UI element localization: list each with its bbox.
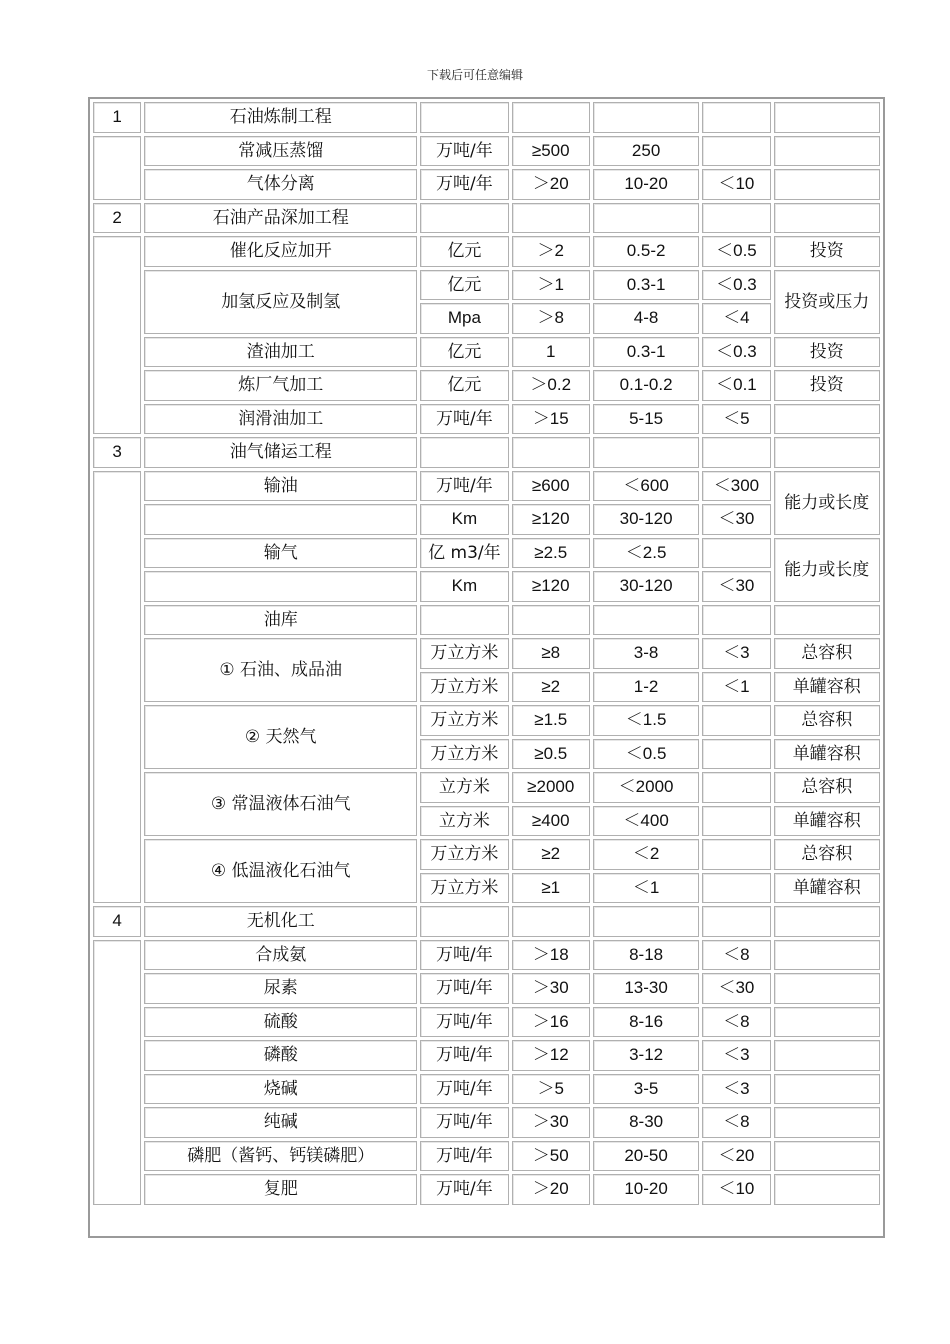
unit-cell: 万吨/年 [420,1107,508,1138]
small-value [702,705,770,736]
table-row [93,1040,880,1071]
table-row [93,605,880,636]
medium-value: 0.3-1 [593,337,699,368]
item-name: ① 石油、成品油 [144,638,417,702]
item-name: 输气 [144,538,417,569]
large-value: ≥2.5 [512,538,590,569]
item-name: ② 天然气 [144,705,417,769]
large-value: ≥1.5 [512,705,590,736]
item-name: 气体分离 [144,169,417,200]
unit-cell: 万吨/年 [420,169,508,200]
remark-cell [774,940,880,971]
small-value: ＜8 [702,940,770,971]
remark-cell: 投资 [774,337,880,368]
item-name: 炼厂气加工 [144,370,417,401]
unit-cell: 万吨/年 [420,1141,508,1172]
unit-cell [420,203,508,234]
medium-value: 10-20 [593,1174,699,1205]
medium-value [593,605,699,636]
table-row [93,973,880,1004]
item-name: 纯碱 [144,1107,417,1138]
small-value: ＜30 [702,571,770,602]
unit-cell: Km [420,571,508,602]
remark-cell: 总容积 [774,705,880,736]
unit-cell: 立方米 [420,772,508,803]
medium-value: 5-15 [593,404,699,435]
small-value: ＜0.3 [702,270,770,301]
table-row [93,404,880,435]
medium-value [593,102,699,133]
table-row [93,940,880,971]
large-value [512,437,590,468]
large-value: ＞20 [512,169,590,200]
unit-cell [420,906,508,937]
unit-cell: 亿元 [420,370,508,401]
remark-cell: 单罐容积 [774,672,880,703]
medium-value: ＜2000 [593,772,699,803]
medium-value: 13-30 [593,973,699,1004]
unit-cell: 万立方米 [420,739,508,770]
large-value: ＞50 [512,1141,590,1172]
large-value: ≥120 [512,504,590,535]
item-name [144,504,417,535]
small-value: ＜5 [702,404,770,435]
item-name: 油气储运工程 [144,437,417,468]
remark-cell [774,1174,880,1205]
medium-value: 0.3-1 [593,270,699,301]
item-name: 烧碱 [144,1074,417,1105]
remark-cell [774,169,880,200]
medium-value: 8-18 [593,940,699,971]
page-header-note: 下载后可任意编辑 [426,68,523,82]
table-row [93,370,880,401]
medium-value: 3-12 [593,1040,699,1071]
item-name: ③ 常温液体石油气 [144,772,417,836]
item-name: 复肥 [144,1174,417,1205]
table-row [93,437,880,468]
category-index: 3 [93,437,141,468]
remark-cell: 总容积 [774,772,880,803]
unit-cell: 万吨/年 [420,1174,508,1205]
unit-cell: 万吨/年 [420,136,508,167]
item-name: 输油 [144,471,417,502]
unit-cell: 万立方米 [420,672,508,703]
unit-cell [420,605,508,636]
item-name: 油库 [144,605,417,636]
unit-cell: Km [420,504,508,535]
small-value [702,136,770,167]
large-value: ≥8 [512,638,590,669]
medium-value: ＜1.5 [593,705,699,736]
medium-value: 250 [593,136,699,167]
large-value: ≥2000 [512,772,590,803]
table-row [93,571,880,602]
small-value: ＜10 [702,1174,770,1205]
category-index: 2 [93,203,141,234]
item-name: 常减压蒸馏 [144,136,417,167]
table-row [93,906,880,937]
large-value [512,102,590,133]
large-value: ≥0.5 [512,739,590,770]
large-value: ＞12 [512,1040,590,1071]
remark-cell: 能力或长度 [774,538,880,602]
large-value: ＞0.2 [512,370,590,401]
remark-cell: 单罐容积 [774,739,880,770]
large-value: ≥1 [512,873,590,904]
medium-value: 30-120 [593,571,699,602]
small-value [702,806,770,837]
remark-cell [774,1040,880,1071]
medium-value: 8-30 [593,1107,699,1138]
table-row [93,1141,880,1172]
remark-cell [774,203,880,234]
small-value [702,873,770,904]
large-value: ≥400 [512,806,590,837]
unit-cell [420,437,508,468]
table-row [93,337,880,368]
small-value: ＜30 [702,973,770,1004]
unit-cell: 万吨/年 [420,1007,508,1038]
medium-value: ＜1 [593,873,699,904]
medium-value: 3-5 [593,1074,699,1105]
medium-value: 0.5-2 [593,236,699,267]
project-scale-table [90,99,883,1208]
item-name: 磷酸 [144,1040,417,1071]
unit-cell: 万立方米 [420,873,508,904]
item-name: 加氢反应及制氢 [144,270,417,334]
remark-cell [774,1007,880,1038]
large-value [512,906,590,937]
medium-value [593,203,699,234]
unit-cell: 万吨/年 [420,1074,508,1105]
medium-value: ＜600 [593,471,699,502]
large-value: ＞2 [512,236,590,267]
large-value: ≥2 [512,839,590,870]
table-row [93,270,880,301]
unit-cell: 万立方米 [420,839,508,870]
unit-cell: Mpa [420,303,508,334]
small-value [702,538,770,569]
category-index: 4 [93,906,141,937]
remark-cell: 能力或长度 [774,471,880,535]
table-row [93,169,880,200]
item-name: 无机化工 [144,906,417,937]
item-name: 渣油加工 [144,337,417,368]
small-value: ＜0.5 [702,236,770,267]
medium-value: 4-8 [593,303,699,334]
remark-cell [774,605,880,636]
medium-value: 30-120 [593,504,699,535]
remark-cell: 投资 [774,236,880,267]
small-value: ＜0.1 [702,370,770,401]
medium-value: 8-16 [593,1007,699,1038]
item-name: 硫酸 [144,1007,417,1038]
large-value: ＞18 [512,940,590,971]
unit-cell: 万立方米 [420,638,508,669]
unit-cell: 万吨/年 [420,940,508,971]
unit-cell: 立方米 [420,806,508,837]
remark-cell [774,1074,880,1105]
table-row [93,471,880,502]
table-row [93,839,880,870]
table-row [93,102,880,133]
small-value: ＜30 [702,504,770,535]
small-value: ＜8 [702,1107,770,1138]
small-value [702,203,770,234]
small-value [702,437,770,468]
category-index [93,236,141,434]
table-row [93,504,880,535]
medium-value: ＜2.5 [593,538,699,569]
table-row [93,638,880,669]
medium-value: 10-20 [593,169,699,200]
large-value: ＞8 [512,303,590,334]
item-name [144,571,417,602]
large-value: ＞15 [512,404,590,435]
small-value [702,605,770,636]
medium-value: 3-8 [593,638,699,669]
medium-value: ＜2 [593,839,699,870]
remark-cell [774,102,880,133]
remark-cell: 单罐容积 [774,806,880,837]
large-value [512,605,590,636]
unit-cell: 万立方米 [420,705,508,736]
small-value [702,772,770,803]
small-value: ＜20 [702,1141,770,1172]
large-value: ＞30 [512,973,590,1004]
category-index: 1 [93,102,141,133]
small-value: ＜0.3 [702,337,770,368]
remark-cell [774,136,880,167]
medium-value: ＜400 [593,806,699,837]
unit-cell: 亿元 [420,236,508,267]
medium-value [593,437,699,468]
small-value: ＜3 [702,638,770,669]
large-value [512,203,590,234]
unit-cell: 万吨/年 [420,1040,508,1071]
small-value: ＜3 [702,1040,770,1071]
large-value: ＞30 [512,1107,590,1138]
unit-cell: 亿 m3/年 [420,538,508,569]
unit-cell [420,102,508,133]
unit-cell: 万吨/年 [420,404,508,435]
item-name: 催化反应加开 [144,236,417,267]
remark-cell [774,973,880,1004]
unit-cell: 亿元 [420,337,508,368]
medium-value: ＜0.5 [593,739,699,770]
unit-cell: 万吨/年 [420,973,508,1004]
medium-value: 0.1-0.2 [593,370,699,401]
small-value: ＜4 [702,303,770,334]
remark-cell [774,437,880,468]
item-name: 尿素 [144,973,417,1004]
large-value: ≥120 [512,571,590,602]
medium-value [593,906,699,937]
remark-cell: 投资或压力 [774,270,880,334]
remark-cell [774,906,880,937]
item-name: 石油炼制工程 [144,102,417,133]
category-index [93,471,141,904]
unit-cell: 亿元 [420,270,508,301]
table-row [93,1174,880,1205]
remark-cell [774,1107,880,1138]
medium-value: 20-50 [593,1141,699,1172]
small-value [702,102,770,133]
small-value: ＜1 [702,672,770,703]
remark-cell: 总容积 [774,839,880,870]
large-value: ＞16 [512,1007,590,1038]
small-value: ＜10 [702,169,770,200]
category-index [93,136,141,200]
item-name: 磷肥（酱钙、钙镁磷肥） [144,1141,417,1172]
small-value [702,739,770,770]
large-value: ≥2 [512,672,590,703]
item-name: ④ 低温液化石油气 [144,839,417,903]
small-value: ＜8 [702,1007,770,1038]
table-row [93,1074,880,1105]
small-value: ＜3 [702,1074,770,1105]
table-row [93,203,880,234]
table-row [93,705,880,736]
small-value: ＜300 [702,471,770,502]
item-name: 石油产品深加工程 [144,203,417,234]
large-value: ＞20 [512,1174,590,1205]
small-value [702,906,770,937]
remark-cell: 总容积 [774,638,880,669]
remark-cell: 投资 [774,370,880,401]
table-row [93,1007,880,1038]
unit-cell: 万吨/年 [420,471,508,502]
large-value: ＞5 [512,1074,590,1105]
large-value: ≥500 [512,136,590,167]
remark-cell: 单罐容积 [774,873,880,904]
category-index [93,940,141,1205]
small-value [702,839,770,870]
table-row [93,136,880,167]
table-row [93,538,880,569]
item-name: 润滑油加工 [144,404,417,435]
table-row [93,1107,880,1138]
remark-cell [774,1141,880,1172]
table-row [93,236,880,267]
large-value: ＞1 [512,270,590,301]
large-value: 1 [512,337,590,368]
item-name: 合成氨 [144,940,417,971]
remark-cell [774,404,880,435]
medium-value: 1-2 [593,672,699,703]
large-value: ≥600 [512,471,590,502]
table-row [93,772,880,803]
